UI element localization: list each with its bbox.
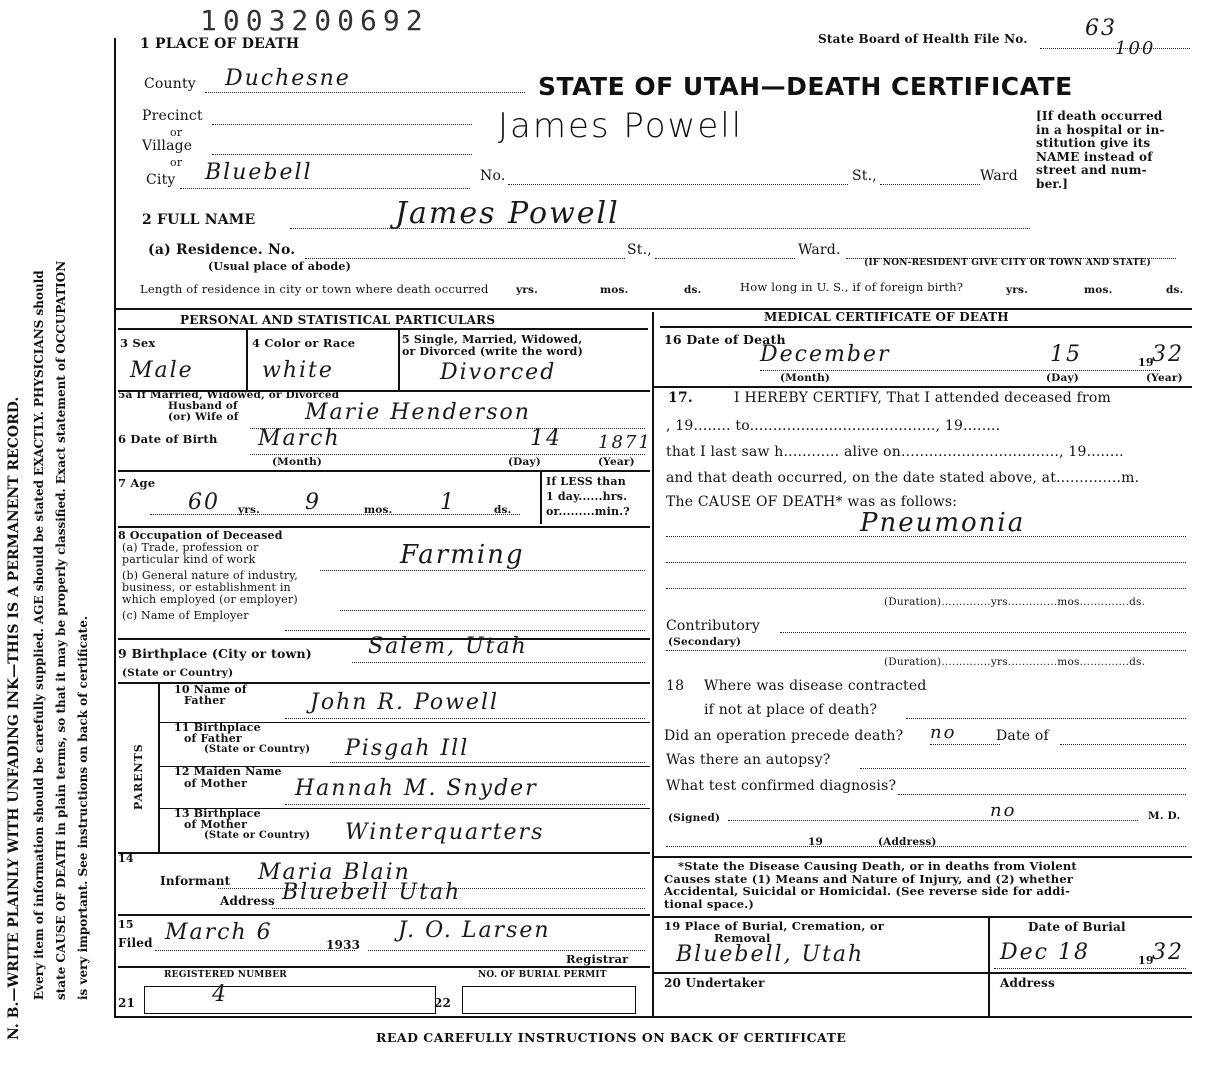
dob-month-caption: (Month) [272,456,323,468]
birthplace-label: 9 Birthplace (City or town) [118,646,312,661]
color-value: white [262,358,334,383]
residence-line [305,258,625,259]
less-than-line: 1 day......hrs. [546,490,628,503]
mother-birthplace-label-line: of Mother [184,818,248,831]
occupation-label-line: (a) Trade, profession or [122,541,259,554]
signed-address-line [666,846,1186,847]
mother-birthplace-label-line: 13 Birthplace [174,807,261,820]
dod-label: 16 Date of Death [664,332,786,347]
side-note-occupation: is very important. See instructions on back of certificate. [76,615,90,1000]
residence-label: (a) Residence. No. [148,242,296,258]
mother-line [285,804,645,805]
st-label: St., [852,168,877,184]
registrar-label: Registrar [566,952,629,966]
burial-place-label [664,920,884,944]
father-label [174,684,247,706]
duration-secondary: (Duration)..............yrs..............mos..............ds. [884,656,1146,668]
us-yrs: yrs. [1006,284,1028,296]
certify-number: 17. [668,390,693,406]
spouse-value: Marie Henderson [305,400,531,425]
marital-value: Divorced [440,360,557,385]
father-birthplace-line [330,762,645,763]
personal-header: PERSONAL AND STATISTICAL PARTICULARS [180,313,496,327]
sex-label: 3 Sex [120,336,156,350]
row-rule [118,914,650,916]
operation-value: no [930,722,957,743]
side-note-permanent: N. B.—WRITE PLAINLY WITH UNFADING INK—THIS IS A PERMANENT RECORD. [6,396,22,1040]
medical-header-rule [660,326,1192,328]
mother-label-line: of Mother [184,777,248,790]
certify-line-2: , 19........ to........................................, 19........ [666,418,1001,434]
section-14-number: 14 [118,852,134,865]
signed-year-label: 19 [808,836,824,848]
undertaker-label: 20 Undertaker [664,976,765,990]
no-line [508,184,848,185]
age-less-divider [540,472,542,524]
or-label-2: or [170,156,183,169]
how-long-us-label: How long in U. S., if of foreign birth? [740,280,964,294]
occupation-line [320,570,645,571]
file-no-value: 63 [1085,16,1117,41]
color-label: 4 Color or Race [252,336,356,350]
certify-text: I HEREBY CERTIFY, That I attended deceased from [734,390,1111,406]
death-occurred-line: and that death occurred, on the date stated above, at..............m. [666,470,1140,486]
hospital-note-line: in a hospital or in- [1036,122,1165,137]
row-rule [654,916,1192,918]
dob-day-caption: (Day) [508,456,541,468]
birthplace-value: Salem, Utah [368,634,528,659]
row-rule [654,386,1192,388]
length-mos: mos. [600,284,629,296]
spouse-label-line: Husband of [168,400,238,412]
dob-line [250,454,645,455]
residence-st-line [655,258,795,259]
item-18-number: 18 [666,678,685,694]
informant-label: Informant [160,874,231,888]
mother-birthplace-label [174,808,310,841]
registrar-signature: J. O. Larsen [398,918,551,943]
reg-number-value: 4 [212,982,228,1007]
mother-birthplace-label-line: (State or Country) [204,830,311,841]
reg-number-label: REGISTERED NUMBER [164,970,287,980]
ward-label: Ward [980,168,1018,184]
burial-permit-box [462,986,636,1014]
file-no-label: State Board of Health File No. [818,32,1028,46]
dod-year-caption: (Year) [1146,372,1183,384]
section-22-number: 22 [434,996,452,1010]
less-than-line: or.........min.? [546,505,630,518]
city-value: Bluebell [205,160,313,185]
last-saw-line: that I last saw h............ alive on.................................., 19........ [666,444,1124,460]
signed-value: no [990,800,1017,821]
father-line [285,718,645,719]
date-burial-label: Date of Burial [1028,920,1126,934]
residence-st: St., [627,242,652,258]
dod-month: December [760,342,891,367]
dob-year: 1871 [598,432,652,453]
occupation-label-line: (b) General nature of industry, [122,569,298,582]
usual-place-note: (Usual place of abode) [208,260,351,273]
length-yrs: yrs. [516,284,538,296]
precinct-line [212,124,472,125]
informant-address-value: Bluebell Utah [282,880,462,905]
left-border [114,38,116,1016]
mother-label-line: 12 Maiden Name [174,765,282,778]
operation-date-line [1060,744,1186,745]
occupation-label-line: business, or establishment in [122,581,291,594]
cause-line [666,562,1186,563]
birthplace-state-note: (State or Country) [122,667,234,679]
burial-place-label-line: 19 Place of Burial, Cremation, or [664,919,884,933]
age-yrs-label: yrs. [238,504,260,516]
hospital-note-line: [If death occurred [1036,109,1163,123]
autopsy-line [860,768,1186,769]
bottom-border [114,1016,1192,1018]
employer-name-line [285,630,645,631]
parents-divider [158,684,160,852]
us-mos: mos. [1084,284,1113,296]
full-name-label: 2 FULL NAME [142,212,256,228]
dob-month: March [258,426,341,451]
spouse-label-line: 5a If Married, Widowed, or Divorced [118,389,340,401]
age-ds-label: ds. [494,504,512,516]
burial-place-label-line: Removal [714,931,771,945]
secondary-label: (Secondary) [668,636,742,648]
section-divider [114,308,1192,310]
father-birthplace-value: Pisgah Ill [345,736,470,761]
length-residence-label: Length of residence in city or town where death occurred [140,282,489,296]
footnote-line: Causes state (1) Means and Nature of Injury, and (2) whether [664,871,1074,886]
signed-line [728,820,1138,821]
residence-ward: Ward. [798,242,841,258]
operation-date-label: Date of [996,728,1049,744]
filed-value: March 6 [165,920,273,945]
dod-year-prefix: 19 [1138,356,1154,369]
footnote-line: tional space.) [664,896,755,911]
contributory-line [780,632,1186,633]
cause-value: Pneumonia [860,508,1026,538]
cause-label: The CAUSE OF DEATH* was as follows: [666,494,958,510]
dob-day: 14 [530,426,562,451]
contributory-line [666,650,1186,651]
employer-nature-line [340,610,645,611]
hospital-note-line: stitution give its [1036,136,1151,150]
no-label: No. [480,168,506,184]
burial-year-value: 32 [1152,940,1184,965]
autopsy-label: Was there an autopsy? [666,752,831,768]
precinct-label: Precinct [142,108,203,124]
file-no-value2: 100 [1115,38,1156,59]
village-label: Village [142,138,193,154]
hospital-note-line: street and num- [1036,163,1147,177]
sex-color-divider [246,330,248,390]
dod-year: 32 [1152,342,1184,367]
us-ds: ds. [1166,284,1184,296]
occupation-label-line: particular kind of work [122,553,256,566]
medical-header: MEDICAL CERTIFICATE OF DEATH [764,310,1009,324]
less-than-line: If LESS than [546,475,626,488]
footnote-line: *State the Disease Causing Death, or in deaths from Violent [678,859,1077,873]
row-rule [118,470,650,472]
mother-birthplace-value: Winterquarters [345,820,545,845]
occupation-label-line: 8 Occupation of Deceased [118,529,283,542]
father-birthplace-label-line: (State or Country) [204,744,311,755]
burial-date-value: Dec 18 [1000,940,1090,965]
father-value: John R. Powell [310,690,500,715]
village-line [212,154,472,155]
age-ds-value: 1 [440,490,456,515]
informant-value: Maria Blain [258,860,411,885]
operation-label: Did an operation precede death? [664,728,904,744]
sex-value: Male [130,358,194,383]
cause-footnote [664,860,1077,910]
dob-year-caption: (Year) [598,456,635,468]
duration-primary: (Duration)..............yrs..............mos..............ds. [884,596,1146,608]
hospital-note [1036,110,1165,191]
marital-label-line: or Divorced (write the word) [402,345,583,358]
hospital-note-line: NAME instead of [1036,149,1153,164]
signed-label: (Signed) [668,812,721,824]
county-label: County [144,76,196,92]
row-rule [118,852,650,854]
row-rule [118,966,650,968]
city-label: City [146,172,176,188]
filed-label: Filed [118,936,153,950]
hospital-note-line: ber.] [1036,176,1069,191]
occupation-label-line: which employed (or employer) [122,593,298,606]
informant-address-label: Address [220,894,275,908]
read-carefully-footer: READ CAREFULLY INSTRUCTIONS ON BACK OF CERTIFICATE [376,1030,847,1045]
where-contracted-label: Where was disease contracted [704,678,927,694]
test-line [898,794,1186,795]
center-divider [652,312,654,1016]
filed-line [155,950,355,951]
age-yrs-value: 60 [188,490,220,515]
occupation-value: Farming [400,540,525,570]
if-not-label: if not at place of death? [704,702,878,718]
father-birthplace-label-line: 11 Birthplace [174,721,261,734]
burial-address-label: Address [1000,976,1055,990]
where-contracted-line [906,718,1186,719]
contributory-label: Contributory [666,618,760,634]
reg-number-box [144,986,436,1014]
burial-year-prefix: 19 [1138,954,1154,967]
burial-date-line [994,968,1186,969]
birthplace-line [352,662,645,663]
color-marital-divider [398,330,400,390]
age-mos-label: mos. [364,504,393,516]
less-than-note [546,474,630,519]
side-note-instructions: Every item of information should be carefully supplied. AGE should be stated EXACTLY. PHYSICIANS should [32,270,46,1000]
signed-address-label: (Address) [878,836,937,848]
occupation-label [118,530,298,622]
length-ds: ds. [684,284,702,296]
father-label-line: 10 Name of [174,683,247,696]
md-label: M. D. [1148,810,1181,822]
burial-permit-label: NO. OF BURIAL PERMIT [478,970,607,980]
footnote-line: Accidental, Suicidal or Homicidal. (See reverse side for addi- [664,884,1071,898]
marital-label [402,334,583,358]
county-line [205,92,525,93]
dod-day-caption: (Day) [1046,372,1079,384]
father-birthplace-label-line: of Father [184,732,242,745]
dob-label: 6 Date of Birth [118,432,218,446]
burial-column-divider [988,916,990,1016]
or-label: or [170,126,183,139]
city-line [180,188,470,189]
parents-label: PARENTS [132,743,145,810]
county-value: Duchesne [225,66,351,91]
row-rule [654,972,1192,974]
registrar-line [368,950,645,951]
marital-label-line: 5 Single, Married, Widowed, [402,333,583,346]
place-of-death-label: 1 PLACE OF DEATH [140,36,300,52]
burial-place-value: Bluebell, Utah [676,942,865,967]
mother-label [174,766,282,790]
filed-year: 1933 [326,938,361,952]
spouse-label-line: (or) Wife of [168,411,239,423]
dod-month-caption: (Month) [780,372,831,384]
dod-line [760,370,1160,371]
age-label: 7 Age [118,476,156,490]
certificate-title: STATE OF UTAH—DEATH CERTIFICATE [538,72,1073,101]
informant-address-line [272,908,645,909]
personal-header-rule [118,328,648,330]
section-21-number: 21 [118,996,136,1010]
father-birthplace-label [174,722,310,755]
printed-name: James Powell [498,106,744,146]
occupation-label-line: (c) Name of Employer [122,609,249,622]
age-mos-value: 9 [305,490,321,515]
mother-value: Hannah M. Snyder [295,776,538,801]
row-rule [654,856,1192,858]
cause-line [666,588,1186,589]
nonresident-note: (IF NON-RESIDENT GIVE CITY OR TOWN AND STATE) [864,258,1151,268]
cert-number: 1003200692 [200,4,429,37]
test-label: What test confirmed diagnosis? [666,778,897,794]
operation-line [930,744,1000,745]
dod-day: 15 [1050,342,1082,367]
father-label-line: Father [184,694,226,707]
row-rule [118,526,650,528]
st-line [880,184,980,185]
full-name-value: James Powell [395,196,620,231]
section-15-number: 15 [118,918,134,931]
side-note-cause: state CAUSE OF DEATH in plain terms, so that it may be properly classified. Exact statement of OCCUPATION [54,260,68,1000]
